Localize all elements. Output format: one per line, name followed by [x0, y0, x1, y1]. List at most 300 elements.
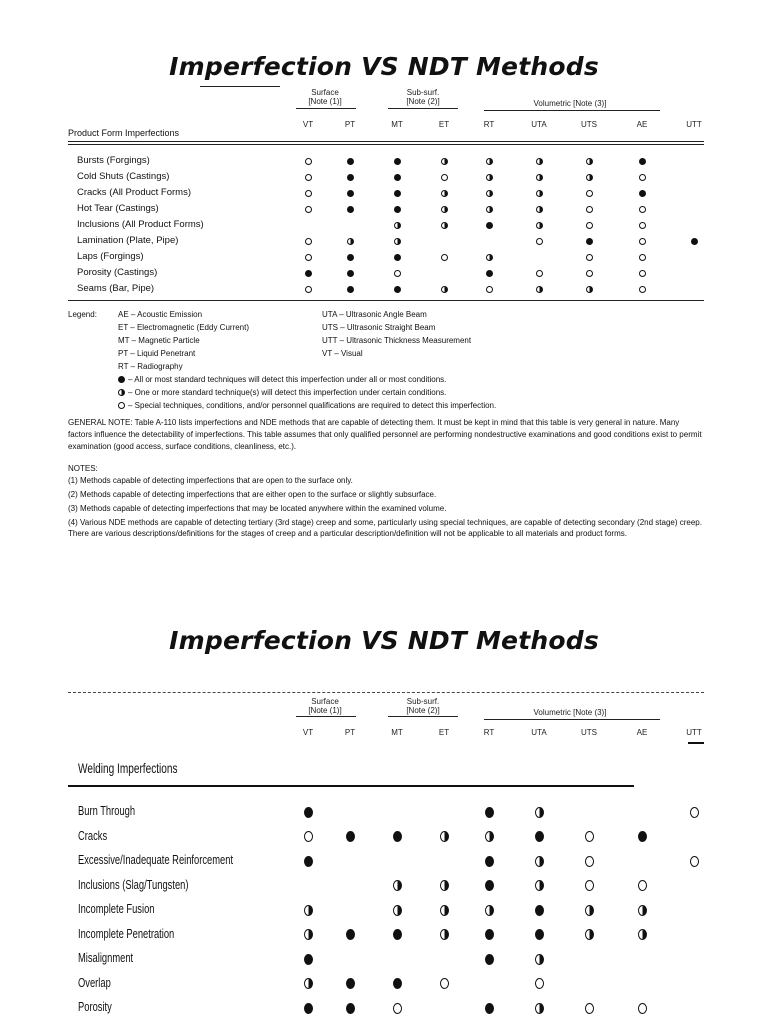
- row-label: Excessive/Inadequate Reinforcement: [78, 852, 234, 867]
- table-cell: [531, 267, 547, 279]
- table-cell: [436, 171, 452, 183]
- table2-col-mt: MT: [391, 728, 403, 737]
- open-circle-icon: [586, 190, 593, 197]
- table-cell: [436, 187, 452, 199]
- table-cell: [634, 1002, 650, 1014]
- half-circle-icon: [638, 929, 647, 940]
- open-circle-icon: [305, 206, 312, 213]
- table2-row-header: Welding Imperfections: [78, 760, 178, 776]
- table-cell: [342, 929, 358, 941]
- table-cell: [634, 831, 650, 843]
- table-cell: [342, 187, 358, 199]
- note-item: (4) Various NDE methods are capable of detecting tertiary (3rd stage) creep and some, particularly using special techniques, are capable of detecting secondary (2nd stage) creep. There are various descriptions/definitions for the stages of creep and a particular description/definition will not be applicable to all materials and product forms.: [68, 518, 702, 538]
- open-circle-icon: [305, 158, 312, 165]
- table1-col-uts: UTS: [581, 120, 597, 129]
- half-circle-icon: [441, 158, 448, 165]
- filled-circle-icon: [586, 238, 593, 245]
- table2-utt-rule: [688, 742, 704, 744]
- table-cell: [300, 978, 316, 990]
- table-cell: [481, 187, 497, 199]
- table-row: [0, 235, 768, 251]
- table-row: [0, 283, 768, 299]
- filled-circle-icon: [639, 158, 646, 165]
- filled-circle-icon: [304, 1003, 313, 1014]
- legend-item: VT – Visual: [322, 349, 363, 358]
- open-circle-icon: [639, 270, 646, 277]
- row-label: Burn Through: [78, 803, 136, 818]
- table2-col-uta: UTA: [531, 728, 547, 737]
- table-cell: [581, 203, 597, 215]
- table-row: [0, 267, 768, 283]
- open-circle-icon: [586, 270, 593, 277]
- table-row: [0, 203, 768, 219]
- table-cell: [481, 155, 497, 167]
- table1-col-uta: UTA: [531, 120, 547, 129]
- filled-circle-icon: [347, 206, 354, 213]
- table-row: [0, 877, 768, 902]
- table-cell: [531, 1002, 547, 1014]
- table-cell: [300, 155, 316, 167]
- table1-col-et: ET: [438, 120, 450, 129]
- half-circle-icon: [393, 905, 402, 916]
- table-cell: [581, 855, 597, 867]
- open-circle-icon: [585, 1003, 594, 1014]
- open-circle-icon: [305, 190, 312, 197]
- table-row: [0, 155, 768, 171]
- half-circle-icon: [536, 222, 543, 229]
- table-cell: [300, 235, 316, 247]
- half-circle-icon: [486, 190, 493, 197]
- legend-symbol-row: [118, 375, 446, 384]
- filled-circle-icon: [394, 206, 401, 213]
- legend-item: UTT – Ultrasonic Thickness Measurement: [322, 336, 472, 345]
- table1-col-utt: UTT: [686, 120, 702, 129]
- legend-symbol-row: [118, 401, 496, 410]
- table-cell: [581, 1002, 597, 1014]
- table2-col-et: ET: [438, 728, 450, 737]
- filled-circle-icon: [535, 831, 544, 842]
- half-circle-icon: [440, 929, 449, 940]
- open-circle-icon: [586, 206, 593, 213]
- open-circle-icon: [440, 978, 449, 989]
- half-circle-icon: [586, 158, 593, 165]
- half-circle-icon: [535, 856, 544, 867]
- table-cell: [581, 831, 597, 843]
- table-cell: [342, 155, 358, 167]
- table-row: [0, 828, 768, 853]
- table-cell: [481, 831, 497, 843]
- filled-circle-icon: [393, 978, 402, 989]
- half-circle-icon: [536, 286, 543, 293]
- filled-circle-icon: [347, 286, 354, 293]
- table-cell: [481, 251, 497, 263]
- open-circle-icon: [639, 174, 646, 181]
- table1-header-rule2: [68, 144, 704, 145]
- table-cell: [481, 203, 497, 215]
- legend-symbol-row: [118, 388, 446, 397]
- table-row: [0, 926, 768, 951]
- filled-circle-icon: [394, 158, 401, 165]
- table1-row-header: Product Form Imperfections: [68, 128, 180, 138]
- table-cell: [531, 203, 547, 215]
- table-cell: [342, 267, 358, 279]
- table-cell: [686, 235, 702, 247]
- open-circle-icon: [394, 270, 401, 277]
- open-circle-icon: [305, 286, 312, 293]
- table-cell: [300, 953, 316, 965]
- table-cell: [481, 855, 497, 867]
- table-cell: [531, 953, 547, 965]
- table2-volumetric-rule: [484, 719, 660, 720]
- table-cell: [581, 904, 597, 916]
- legend-item: PT – Liquid Penetrant: [118, 349, 196, 358]
- half-circle-icon: [486, 254, 493, 261]
- half-circle-icon: [304, 905, 313, 916]
- table-cell: [300, 855, 316, 867]
- general-note: GENERAL NOTE: Table A-110 lists imperfections and NDE methods that are capable of detecting them. It must be kept in mind that this table is very general in nature. Many factors influence the detectability of imperfections. This table assumes that only qualified personnel are performing nondestructive examinations and good conditions exist to permit examination (good access, surface conditions, cleanliness, etc.).: [68, 418, 702, 451]
- open-circle-icon: [585, 831, 594, 842]
- half-circle-icon: [638, 905, 647, 916]
- table-cell: [581, 880, 597, 892]
- open-circle-icon: [586, 254, 593, 261]
- open-circle-icon: [441, 174, 448, 181]
- half-circle-icon: [304, 929, 313, 940]
- half-circle-icon: [485, 831, 494, 842]
- table-cell: [342, 283, 358, 295]
- half-circle-icon: [485, 905, 494, 916]
- table-cell: [300, 251, 316, 263]
- open-circle-icon: [305, 254, 312, 261]
- table-cell: [389, 171, 405, 183]
- table-row: [0, 999, 768, 1024]
- table-cell: [436, 283, 452, 295]
- filled-circle-icon: [639, 190, 646, 197]
- filled-circle-icon: [486, 270, 493, 277]
- table-cell: [481, 806, 497, 818]
- open-circle-icon: [536, 270, 543, 277]
- table2-top-rule: [68, 692, 704, 693]
- filled-circle-icon: [304, 807, 313, 818]
- table-cell: [300, 831, 316, 843]
- open-circle-icon: [638, 880, 647, 891]
- table-cell: [581, 283, 597, 295]
- table-row: [0, 803, 768, 828]
- table-cell: [389, 155, 405, 167]
- table1-header-rule: [68, 141, 704, 142]
- table-cell: [436, 880, 452, 892]
- table-cell: [481, 929, 497, 941]
- row-label: Seams (Bar, Pipe): [77, 283, 155, 294]
- table-row: [0, 219, 768, 235]
- legend-item: ET – Electromagnetic (Eddy Current): [118, 323, 250, 332]
- filled-circle-icon: [485, 954, 494, 965]
- table2-col-pt: PT: [344, 728, 356, 737]
- table-cell: [634, 219, 650, 231]
- table-cell: [531, 219, 547, 231]
- table1-col-rt: RT: [483, 120, 495, 129]
- legend-symbol-text: – One or more standard technique(s) will detect this imperfection under certain conditions.: [128, 388, 447, 397]
- table-cell: [436, 203, 452, 215]
- note-item: (3) Methods capable of detecting imperfections that may be located anywhere within the examined volume.: [68, 504, 447, 513]
- half-circle-icon: [440, 880, 449, 891]
- table-cell: [531, 855, 547, 867]
- table-cell: [581, 219, 597, 231]
- table2-col-utt: UTT: [686, 728, 702, 737]
- filled-circle-icon: [485, 807, 494, 818]
- table-cell: [686, 806, 702, 818]
- half-circle-icon: [536, 206, 543, 213]
- table-cell: [300, 1002, 316, 1014]
- table-cell: [634, 203, 650, 215]
- open-circle-icon: [535, 978, 544, 989]
- subsurf-rule: [388, 108, 458, 109]
- volumetric-rule: [484, 110, 660, 111]
- table-cell: [342, 978, 358, 990]
- legend-symbol-text: – Special techniques, conditions, and/or personnel qualifications are required to detect this imperfection.: [128, 401, 497, 410]
- table-cell: [481, 219, 497, 231]
- half-circle-icon: [536, 174, 543, 181]
- filled-circle-icon: [393, 831, 402, 842]
- filled-circle-icon: [691, 238, 698, 245]
- table-cell: [581, 187, 597, 199]
- filled-circle-icon: [347, 270, 354, 277]
- open-circle-icon: [639, 222, 646, 229]
- half-circle-icon: [585, 929, 594, 940]
- legend-item: UTS – Ultrasonic Straight Beam: [322, 323, 436, 332]
- table-cell: [531, 283, 547, 295]
- row-label: Overlap: [78, 974, 111, 990]
- table-row: [0, 852, 768, 877]
- row-label: Porosity (Castings): [77, 267, 158, 278]
- filled-circle-icon: [305, 270, 312, 277]
- table1-bottom-rule: [68, 300, 704, 301]
- filled-circle-icon: [118, 376, 125, 383]
- table-cell: [389, 880, 405, 892]
- table2-col-uts: UTS: [581, 728, 597, 737]
- filled-circle-icon: [346, 978, 355, 989]
- table-row: [0, 975, 768, 1000]
- open-circle-icon: [690, 856, 699, 867]
- table-cell: [634, 904, 650, 916]
- row-label: Cold Shuts (Castings): [77, 171, 170, 182]
- filled-circle-icon: [347, 254, 354, 261]
- table-cell: [300, 283, 316, 295]
- table1-col-mt: MT: [391, 120, 403, 129]
- table-cell: [389, 235, 405, 247]
- table1-title: Imperfection VS NDT Methods: [169, 52, 599, 81]
- filled-circle-icon: [347, 158, 354, 165]
- table-cell: [531, 155, 547, 167]
- table-row: [0, 187, 768, 203]
- table-cell: [436, 978, 452, 990]
- open-circle-icon: [304, 831, 313, 842]
- filled-circle-icon: [394, 254, 401, 261]
- table2-subsurf-rule: [388, 716, 458, 717]
- half-circle-icon: [535, 1003, 544, 1014]
- table-cell: [481, 953, 497, 965]
- table-cell: [389, 831, 405, 843]
- legend-symbol-text: – All or most standard techniques will detect this imperfection under all or most conditions.: [128, 375, 447, 384]
- half-circle-icon: [347, 238, 354, 245]
- note-item: (2) Methods capable of detecting imperfections that are either open to the surface or slightly subsurface.: [68, 490, 437, 499]
- table-cell: [389, 267, 405, 279]
- filled-circle-icon: [394, 286, 401, 293]
- filled-circle-icon: [304, 954, 313, 965]
- half-circle-icon: [441, 206, 448, 213]
- table-cell: [634, 267, 650, 279]
- filled-circle-icon: [346, 929, 355, 940]
- half-circle-icon: [486, 206, 493, 213]
- table1-col-vt: VT: [302, 120, 314, 129]
- legend-item: MT – Magnetic Particle: [118, 336, 200, 345]
- filled-circle-icon: [304, 856, 313, 867]
- half-circle-icon: [486, 158, 493, 165]
- open-circle-icon: [118, 402, 125, 409]
- table-cell: [389, 203, 405, 215]
- half-circle-icon: [440, 831, 449, 842]
- table-cell: [389, 904, 405, 916]
- table-cell: [634, 155, 650, 167]
- table-cell: [481, 267, 497, 279]
- row-label: Inclusions (Slag/Tungsten): [78, 876, 189, 892]
- table-cell: [481, 904, 497, 916]
- row-label: Misalignment: [78, 950, 134, 965]
- table2-subsurf-header: Sub-surf. [Note (2)]: [406, 697, 440, 715]
- half-circle-icon: [586, 286, 593, 293]
- half-circle-icon: [535, 880, 544, 891]
- legend-item: RT – Radiography: [118, 362, 183, 371]
- filled-circle-icon: [638, 831, 647, 842]
- half-circle-icon: [441, 190, 448, 197]
- filled-circle-icon: [394, 174, 401, 181]
- notes-label: NOTES:: [68, 464, 98, 473]
- open-circle-icon: [536, 238, 543, 245]
- table-cell: [481, 880, 497, 892]
- row-label: Cracks (All Product Forms): [77, 187, 192, 198]
- legend-item: AE – Acoustic Emission: [118, 310, 203, 319]
- open-circle-icon: [486, 286, 493, 293]
- open-circle-icon: [638, 1003, 647, 1014]
- table-row: [0, 901, 768, 926]
- table-cell: [436, 219, 452, 231]
- table-cell: [436, 831, 452, 843]
- filled-circle-icon: [486, 222, 493, 229]
- table-cell: [389, 978, 405, 990]
- table-cell: [481, 171, 497, 183]
- table-cell: [300, 203, 316, 215]
- table-cell: [531, 978, 547, 990]
- table-cell: [389, 251, 405, 263]
- surface-header: Surface [Note (1)]: [308, 88, 342, 106]
- table-cell: [436, 251, 452, 263]
- half-circle-icon: [440, 905, 449, 916]
- table-cell: [634, 251, 650, 263]
- row-label: Incomplete Fusion: [78, 901, 155, 916]
- filled-circle-icon: [485, 856, 494, 867]
- open-circle-icon: [305, 238, 312, 245]
- open-circle-icon: [639, 206, 646, 213]
- row-label: Porosity: [78, 999, 112, 1014]
- half-circle-icon: [486, 174, 493, 181]
- table-cell: [342, 203, 358, 215]
- legend-item: UTA – Ultrasonic Angle Beam: [322, 310, 427, 319]
- table-cell: [300, 929, 316, 941]
- table-cell: [300, 171, 316, 183]
- table-cell: [300, 806, 316, 818]
- volumetric-header: Volumetric [Note (3)]: [533, 99, 607, 108]
- filled-circle-icon: [346, 1003, 355, 1014]
- row-label: Inclusions (All Product Forms): [77, 219, 204, 230]
- table-cell: [342, 171, 358, 183]
- table-cell: [300, 904, 316, 916]
- table-cell: [342, 251, 358, 263]
- half-circle-icon: [535, 954, 544, 965]
- half-circle-icon: [393, 880, 402, 891]
- table-cell: [389, 1002, 405, 1014]
- table-cell: [634, 929, 650, 941]
- filled-circle-icon: [485, 1003, 494, 1014]
- table-cell: [436, 904, 452, 916]
- table2-title: Imperfection VS NDT Methods: [169, 626, 599, 655]
- title-rule: [200, 86, 280, 87]
- open-circle-icon: [305, 174, 312, 181]
- filled-circle-icon: [535, 905, 544, 916]
- table-cell: [531, 880, 547, 892]
- table2-surface-rule: [296, 716, 356, 717]
- half-circle-icon: [536, 190, 543, 197]
- table-cell: [389, 187, 405, 199]
- table-cell: [581, 251, 597, 263]
- table-cell: [300, 187, 316, 199]
- half-circle-icon: [535, 807, 544, 818]
- table-cell: [581, 235, 597, 247]
- table-cell: [531, 187, 547, 199]
- filled-circle-icon: [346, 831, 355, 842]
- table-cell: [686, 855, 702, 867]
- half-circle-icon: [441, 286, 448, 293]
- table-cell: [531, 806, 547, 818]
- table-cell: [634, 171, 650, 183]
- table2-volumetric-header: Volumetric [Note (3)]: [533, 708, 607, 717]
- table2-col-rt: RT: [483, 728, 495, 737]
- open-circle-icon: [639, 238, 646, 245]
- table-cell: [436, 155, 452, 167]
- table-cell: [436, 929, 452, 941]
- half-circle-icon: [304, 978, 313, 989]
- row-label: Cracks: [78, 827, 108, 843]
- table-cell: [531, 929, 547, 941]
- table-cell: [634, 880, 650, 892]
- filled-circle-icon: [394, 190, 401, 197]
- filled-circle-icon: [485, 929, 494, 940]
- half-circle-icon: [441, 222, 448, 229]
- table-cell: [581, 155, 597, 167]
- open-circle-icon: [585, 856, 594, 867]
- table-cell: [531, 831, 547, 843]
- table-cell: [481, 1002, 497, 1014]
- table-cell: [342, 235, 358, 247]
- table-cell: [634, 187, 650, 199]
- filled-circle-icon: [347, 190, 354, 197]
- row-label: Bursts (Forgings): [77, 155, 150, 166]
- table-cell: [481, 283, 497, 295]
- open-circle-icon: [585, 880, 594, 891]
- half-circle-icon: [394, 222, 401, 229]
- table1-col-pt: PT: [344, 120, 356, 129]
- table1-col-ae: AE: [636, 120, 648, 129]
- filled-circle-icon: [485, 880, 494, 891]
- row-label: Lamination (Plate, Pipe): [77, 235, 179, 246]
